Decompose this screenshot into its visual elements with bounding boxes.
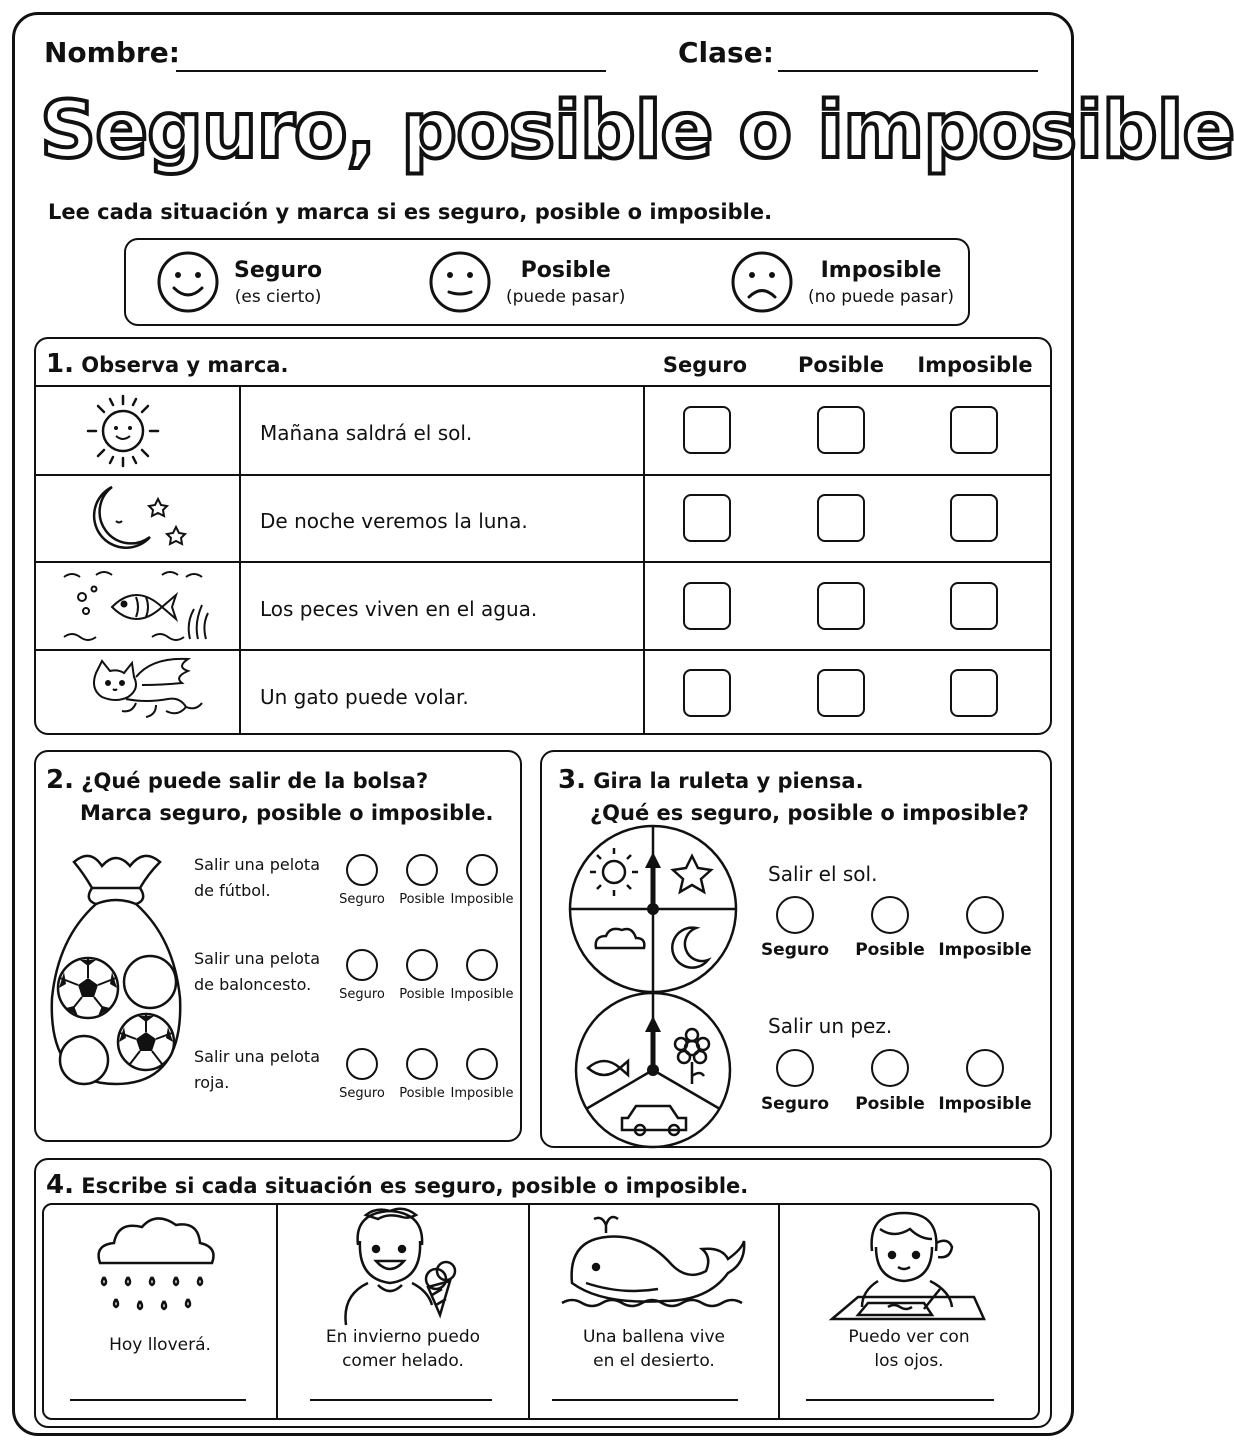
soccer-ball-icon xyxy=(58,958,118,1018)
radio-q1-imposible[interactable] xyxy=(466,854,498,886)
girl-writing-icon xyxy=(828,1207,988,1323)
neutral-face-icon xyxy=(428,250,492,314)
legend-main: Seguro xyxy=(234,257,323,283)
happy-face-icon xyxy=(156,250,220,314)
checkbox-row3-posible[interactable] xyxy=(817,582,865,630)
radio-q2-imposible[interactable] xyxy=(466,949,498,981)
question-line2: de baloncesto. xyxy=(194,975,312,994)
option-label: Posible xyxy=(855,1094,925,1114)
situation-cell-3 xyxy=(528,1203,780,1420)
section-number: 3. xyxy=(558,765,586,795)
situation-line2: los ojos. xyxy=(874,1351,944,1371)
checkbox-row1-seguro[interactable] xyxy=(683,406,731,454)
question-line1: Salir una pelota xyxy=(194,949,320,968)
legend-posible xyxy=(428,250,625,314)
instruction: Lee cada situación y marca si es seguro, posible o imposible. xyxy=(48,200,773,224)
situation-line1: En invierno puedo xyxy=(325,1327,481,1347)
section-4-title xyxy=(46,1170,748,1200)
class-line[interactable] xyxy=(778,70,1038,72)
option-label: Imposible xyxy=(938,940,1032,960)
checkbox-row2-posible[interactable] xyxy=(817,494,865,542)
rain-cloud-icon xyxy=(94,1211,218,1315)
moon-icon xyxy=(78,481,188,557)
row-text: Un gato puede volar. xyxy=(260,685,469,709)
situation-cell-1 xyxy=(42,1203,278,1420)
option-label: Seguro xyxy=(339,987,385,1002)
checkbox-row3-seguro[interactable] xyxy=(683,582,731,630)
name-line[interactable] xyxy=(176,70,606,72)
legend-box xyxy=(124,238,970,326)
option-label: Posible xyxy=(399,987,445,1002)
radio-spin1-posible[interactable] xyxy=(871,896,909,934)
checkbox-row3-imposible[interactable] xyxy=(950,582,998,630)
section-3-title xyxy=(558,764,1029,829)
option-label: Seguro xyxy=(760,940,830,960)
page-title: Seguro, posible o imposible xyxy=(40,86,1234,176)
column-header-imposible: Imposible xyxy=(917,353,1033,377)
radio-spin1-imposible[interactable] xyxy=(966,896,1004,934)
bag-question-2 xyxy=(194,946,320,998)
legend-seguro xyxy=(156,250,322,314)
answer-line[interactable] xyxy=(552,1399,738,1401)
section-title-line1: ¿Qué puede salir de la bolsa? xyxy=(81,769,429,793)
situation-cell-4 xyxy=(778,1203,1040,1420)
situation-line1: Puedo ver con xyxy=(848,1327,970,1347)
section-title-text: Observa y marca. xyxy=(81,353,289,377)
radio-spin1-seguro[interactable] xyxy=(776,896,814,934)
option-label: Posible xyxy=(399,892,445,907)
legend-sub: (es cierto) xyxy=(234,286,322,307)
boy-ice-cream-icon xyxy=(336,1205,466,1325)
situation-cell-2 xyxy=(276,1203,530,1420)
option-label: Posible xyxy=(855,940,925,960)
radio-q2-posible[interactable] xyxy=(406,949,438,981)
legend-imposible xyxy=(730,250,954,314)
row-text: Los peces viven en el agua. xyxy=(260,597,538,621)
checkbox-row2-imposible[interactable] xyxy=(950,494,998,542)
radio-q3-imposible[interactable] xyxy=(466,1048,498,1080)
spinner-4-sections-icon xyxy=(568,824,738,994)
option-label: Posible xyxy=(399,1086,445,1101)
radio-q3-seguro[interactable] xyxy=(346,1048,378,1080)
answer-line[interactable] xyxy=(806,1399,994,1401)
bag-question-1 xyxy=(194,852,320,904)
legend-sub: (no puede pasar) xyxy=(808,286,954,307)
situation-line2: en el desierto. xyxy=(593,1351,715,1371)
radio-q1-posible[interactable] xyxy=(406,854,438,886)
situation-line1: Una ballena vive xyxy=(582,1327,726,1347)
name-label: Nombre: xyxy=(44,36,180,69)
checkbox-row4-seguro[interactable] xyxy=(683,669,731,717)
legend-main: Posible xyxy=(520,257,611,283)
column-divider xyxy=(643,385,645,735)
radio-spin2-posible[interactable] xyxy=(871,1049,909,1087)
section-title-line2: ¿Qué es seguro, posible o imposible? xyxy=(590,801,1029,825)
checkbox-row2-seguro[interactable] xyxy=(683,494,731,542)
whale-icon xyxy=(562,1211,748,1313)
section-title-text: Escribe si cada situación es seguro, posible o imposible. xyxy=(81,1174,749,1198)
option-label: Imposible xyxy=(450,987,514,1002)
spinner-question-2: Salir un pez. xyxy=(768,1014,893,1038)
row-divider xyxy=(36,649,1052,651)
radio-q3-posible[interactable] xyxy=(406,1048,438,1080)
row-text: De noche veremos la luna. xyxy=(260,509,528,533)
bag-icon xyxy=(44,848,184,1088)
situation-line2: comer helado. xyxy=(342,1351,464,1371)
section-number: 2. xyxy=(46,765,74,795)
section-number: 4. xyxy=(46,1170,74,1200)
fish-icon xyxy=(62,567,212,647)
column-header-seguro: Seguro xyxy=(662,353,748,377)
option-label: Imposible xyxy=(938,1094,1032,1114)
class-label: Clase: xyxy=(678,36,774,69)
radio-spin2-imposible[interactable] xyxy=(966,1049,1004,1087)
section-title-line1: Gira la ruleta y piensa. xyxy=(593,769,864,793)
situation-text xyxy=(780,1325,1038,1373)
section-2-title xyxy=(46,764,494,829)
option-label: Seguro xyxy=(760,1094,830,1114)
option-label: Seguro xyxy=(339,1086,385,1101)
section-number: 1. xyxy=(46,349,74,379)
option-label: Imposible xyxy=(450,892,514,907)
spinner-3-sections-icon xyxy=(568,990,738,1148)
soccer-ball-icon xyxy=(118,1014,174,1070)
question-line2: roja. xyxy=(194,1073,230,1092)
section-2 xyxy=(34,750,522,1142)
legend-main: Imposible xyxy=(820,257,942,283)
situation-text xyxy=(530,1325,778,1373)
row-divider xyxy=(36,385,1052,387)
situation-text xyxy=(44,1333,276,1357)
question-line1: Salir una pelota xyxy=(194,855,320,874)
option-label: Imposible xyxy=(450,1086,514,1101)
column-header-posible: Posible xyxy=(798,353,884,377)
flying-cat-icon xyxy=(76,655,206,727)
option-label: Seguro xyxy=(339,892,385,907)
section-1-title xyxy=(46,349,288,379)
row-divider xyxy=(36,561,1052,563)
question-line1: Salir una pelota xyxy=(194,1047,320,1066)
legend-sub: (puede pasar) xyxy=(506,286,626,307)
bag-question-3 xyxy=(194,1044,320,1096)
answer-line[interactable] xyxy=(70,1399,246,1401)
section-1 xyxy=(34,337,1052,735)
situation-line1: Hoy lloverá. xyxy=(109,1335,211,1355)
question-line2: de fútbol. xyxy=(194,881,271,900)
situation-text xyxy=(278,1325,528,1373)
checkbox-row1-imposible[interactable] xyxy=(950,406,998,454)
radio-q2-seguro[interactable] xyxy=(346,949,378,981)
checkbox-row4-posible[interactable] xyxy=(817,669,865,717)
radio-spin2-seguro[interactable] xyxy=(776,1049,814,1087)
section-title-line2: Marca seguro, posible o imposible. xyxy=(80,801,494,825)
answer-line[interactable] xyxy=(310,1399,492,1401)
radio-q1-seguro[interactable] xyxy=(346,854,378,886)
sad-face-icon xyxy=(730,250,794,314)
section-3 xyxy=(540,750,1052,1148)
spinner-question-1: Salir el sol. xyxy=(768,862,878,886)
checkbox-row4-imposible[interactable] xyxy=(950,669,998,717)
row-divider xyxy=(36,474,1052,476)
checkbox-row1-posible[interactable] xyxy=(817,406,865,454)
column-divider xyxy=(239,385,241,735)
row-text: Mañana saldrá el sol. xyxy=(260,421,473,445)
sun-icon xyxy=(80,393,166,469)
